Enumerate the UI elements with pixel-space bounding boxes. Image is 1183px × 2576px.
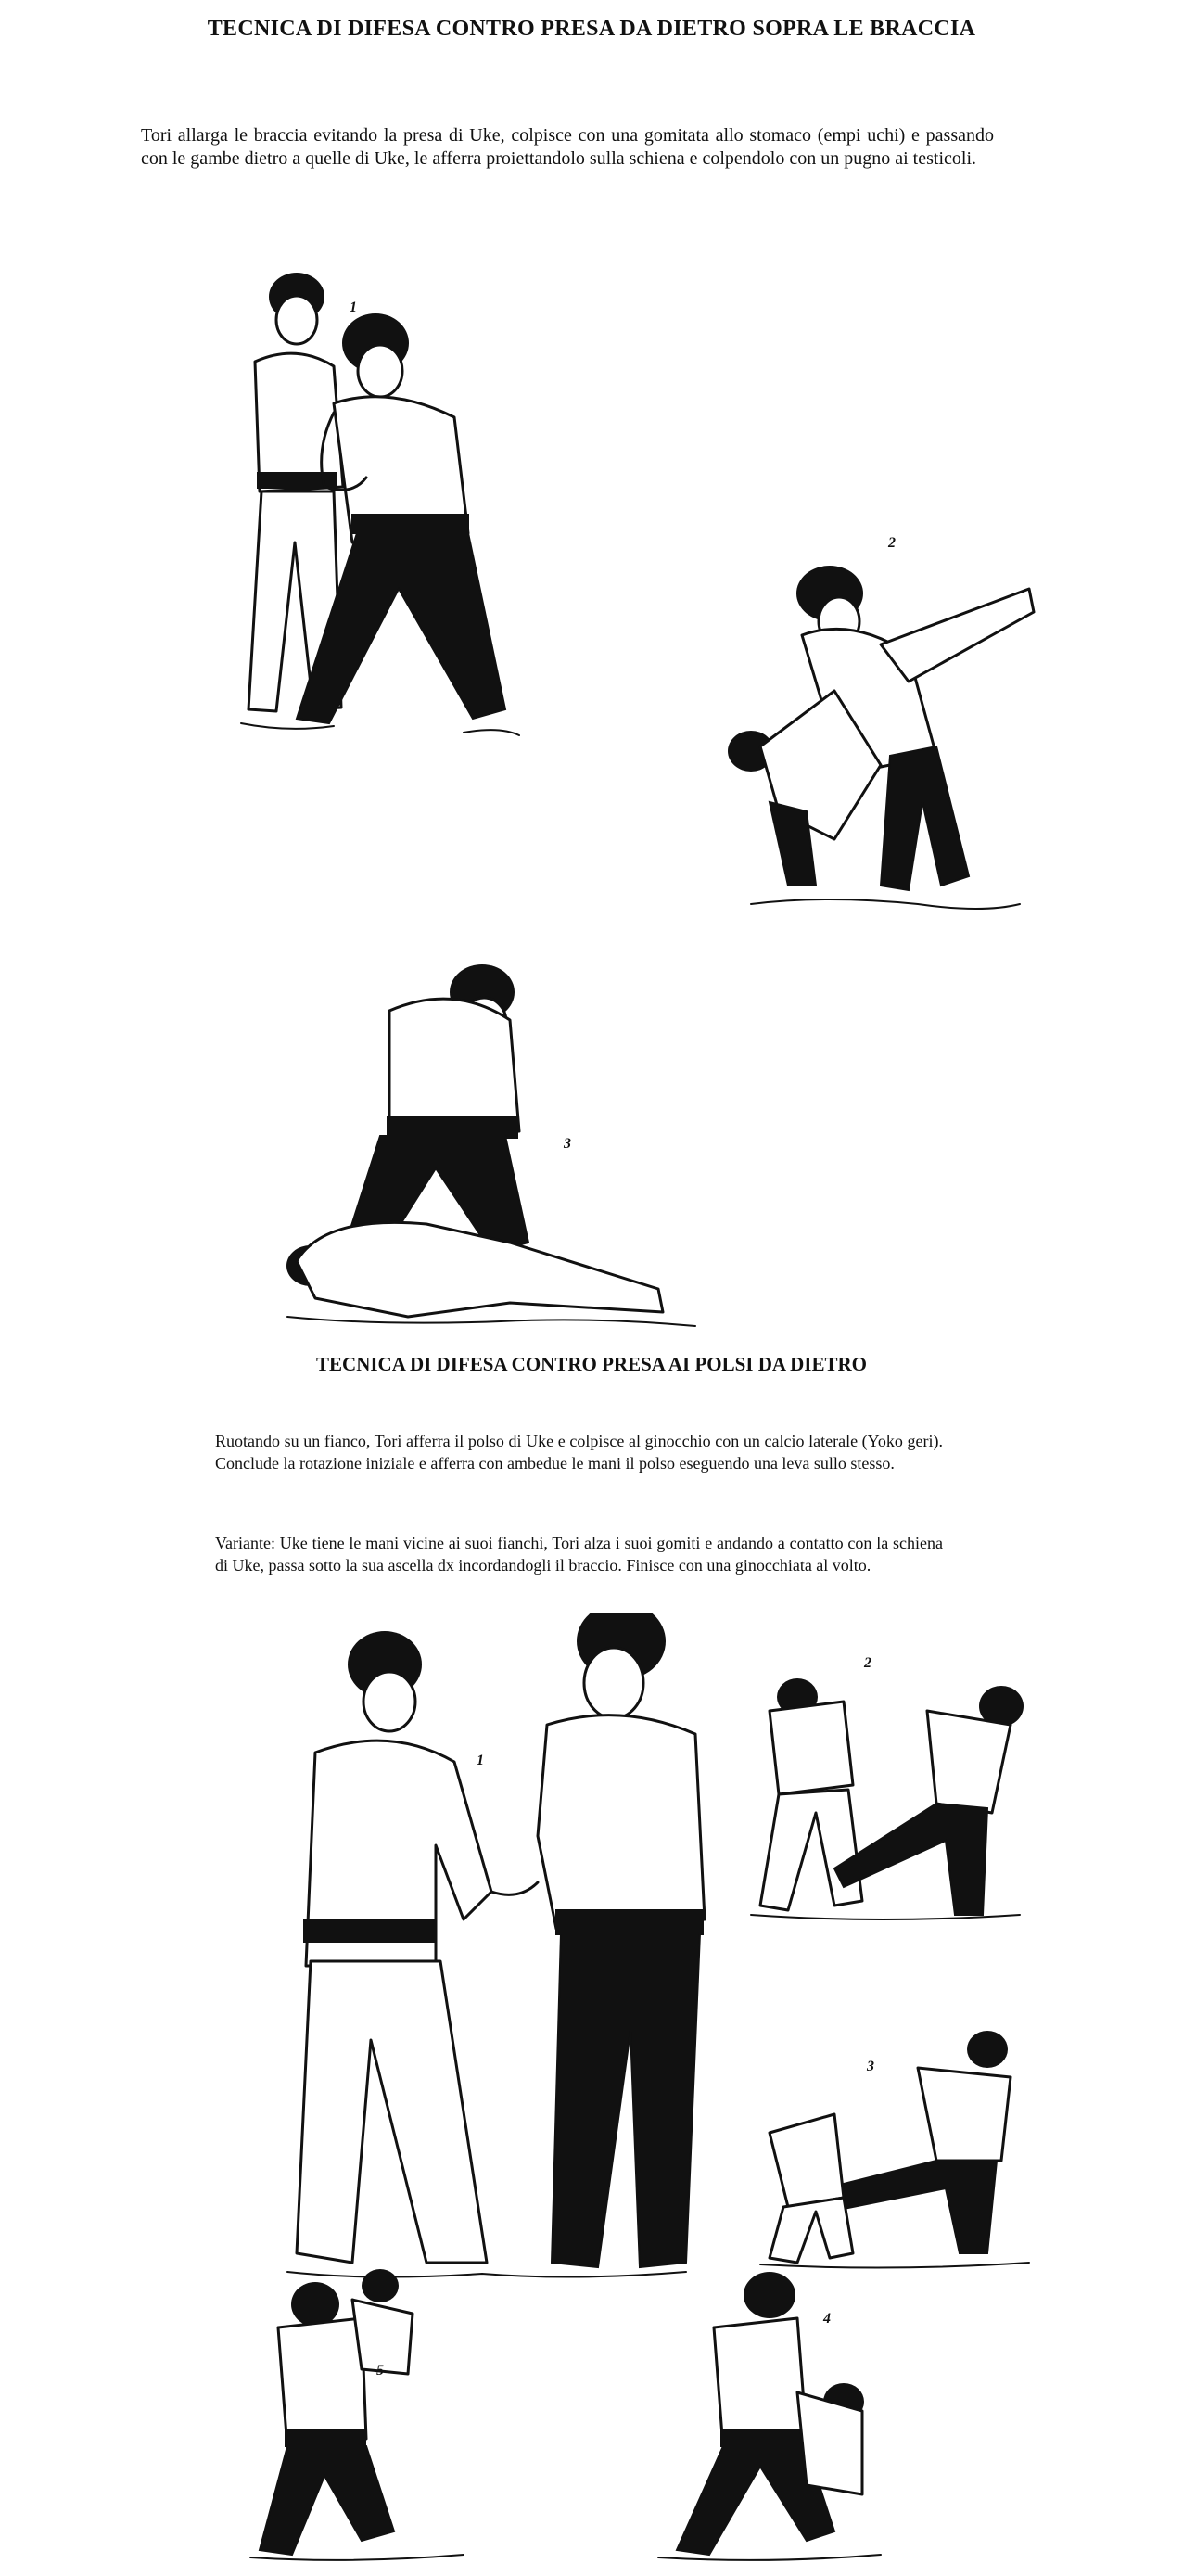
figure-number: 3 bbox=[867, 2059, 874, 2074]
section2-figure-2 bbox=[742, 1655, 1038, 1924]
section1-title: TECNICA DI DIFESA CONTRO PRESA DA DIETRO SOPRA LE BRACCIA bbox=[207, 17, 976, 41]
section2-figure-3 bbox=[751, 2021, 1038, 2272]
section1-figure-1 bbox=[204, 264, 556, 765]
section2-title: TECNICA DI DIFESA CONTRO PRESA AI POLSI DA DIETRO bbox=[316, 1353, 867, 1375]
figure-number: 1 bbox=[350, 300, 357, 315]
figure-number: 2 bbox=[864, 1655, 871, 1671]
section1-figure-2 bbox=[714, 533, 1066, 941]
section1-description: Tori allarga le braccia evitando la presa di Uke, colpisce con una gomitata allo stomaco (empi uchi) e passando con le gambe dietro a quelle di Uke, le afferra proiettandolo sulla schiena e colpendolo con un pugno ai testicoli. bbox=[141, 125, 994, 169]
section2-figure-1 bbox=[278, 1613, 760, 2300]
figure-number: 3 bbox=[564, 1136, 571, 1152]
figure-number: 5 bbox=[376, 2363, 384, 2378]
section1-figure-3 bbox=[269, 946, 732, 1335]
section2-figure-5 bbox=[241, 2263, 473, 2569]
figure-number: 1 bbox=[477, 1753, 484, 1768]
section2-description: Ruotando su un fianco, Tori afferra il polso di Uke e colpisce al ginocchio con un calcio laterale (Yoko geri). Conclude la rotazione iniziale e afferra con ambedue le mani il polso eseguendo una leva sullo stesso. bbox=[215, 1432, 943, 1473]
section2-variant: Variante: Uke tiene le mani vicine ai suoi fianchi, Tori alza i suoi gomiti e andando a contatto con la schiena di Uke, passa sotto la sua ascella dx incordandogli il braccio. Finisce con una ginocchiata al volto. bbox=[215, 1534, 943, 1575]
section2-figure-4 bbox=[649, 2263, 890, 2569]
figure-number: 2 bbox=[888, 535, 896, 551]
figure-number: 4 bbox=[823, 2311, 831, 2327]
